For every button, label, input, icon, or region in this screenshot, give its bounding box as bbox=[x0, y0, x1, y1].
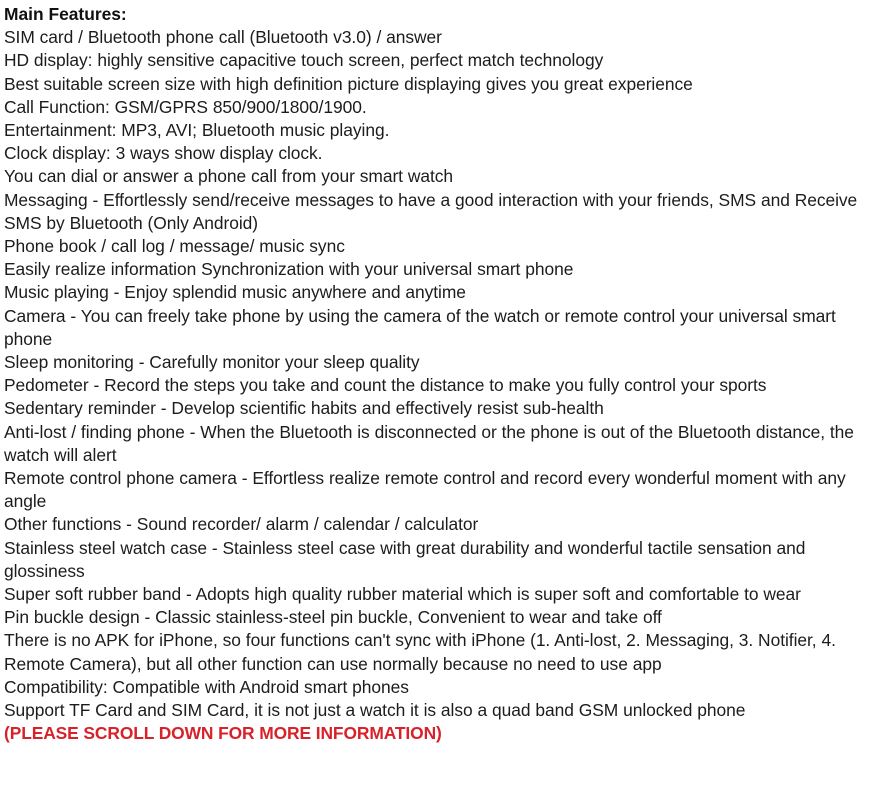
list-item: Pin buckle design - Classic stainless-steel pin buckle, Convenient to wear and take off bbox=[4, 607, 662, 628]
list-item: Music playing - Enjoy splendid music anywhere and anytime bbox=[4, 282, 466, 303]
list-item: Phone book / call log / message/ music sync bbox=[4, 236, 345, 257]
list-item: Camera - You can freely take phone by using the camera of the watch or remote control your universal smart phone bbox=[4, 305, 836, 349]
scroll-down-callout: (PLEASE SCROLL DOWN FOR MORE INFORMATION) bbox=[4, 723, 442, 744]
list-item: Easily realize information Synchronization with your universal smart phone bbox=[4, 259, 574, 280]
list-item: You can dial or answer a phone call from your smart watch bbox=[4, 166, 454, 187]
list-item: Anti-lost / finding phone - When the Bluetooth is disconnected or the phone is out of the Bluetooth distance, the watch will alert bbox=[4, 421, 854, 465]
list-item: Other functions - Sound recorder/ alarm / calendar / calculator bbox=[4, 514, 479, 535]
list-item: Best suitable screen size with high definition picture displaying gives you great experience bbox=[4, 73, 693, 94]
list-item: Stainless steel watch case - Stainless steel case with great durability and wonderful tactile sensation and glossiness bbox=[4, 537, 806, 581]
list-item: Super soft rubber band - Adopts high quality rubber material which is super soft and comfortable to wear bbox=[4, 584, 801, 605]
list-item: Sleep monitoring - Carefully monitor your sleep quality bbox=[4, 352, 420, 373]
list-item: Call Function: GSM/GPRS 850/900/1800/1900. bbox=[4, 96, 367, 117]
page-title: Main Features: bbox=[4, 4, 127, 24]
list-item: Remote control phone camera - Effortless realize remote control and record every wonderful moment with any angle bbox=[4, 468, 846, 512]
feature-list bbox=[4, 26, 883, 722]
list-item: SIM card / Bluetooth phone call (Bluetooth v3.0) / answer bbox=[4, 27, 442, 48]
list-item: Compatibility: Compatible with Android smart phones bbox=[4, 676, 409, 697]
list-item: Sedentary reminder - Develop scientific habits and effectively resist sub-health bbox=[4, 398, 604, 419]
list-item: Clock display: 3 ways show display clock. bbox=[4, 143, 323, 164]
list-item: Support TF Card and SIM Card, it is not just a watch it is also a quad band GSM unlocked phone bbox=[4, 700, 746, 721]
list-item: There is no APK for iPhone, so four functions can't sync with iPhone (1. Anti-lost, 2. Messaging, 3. Notifier, 4. Remote Camera), but all other function can use normally because no need to use app bbox=[4, 630, 836, 674]
list-item: Messaging - Effortlessly send/receive messages to have a good interaction with your friends, SMS and Receive SMS by Bluetooth (Only Android) bbox=[4, 189, 858, 233]
list-item: Entertainment: MP3, AVI; Bluetooth music playing. bbox=[4, 120, 390, 141]
list-item: HD display: highly sensitive capacitive touch screen, perfect match technology bbox=[4, 50, 604, 71]
list-item: Pedometer - Record the steps you take and count the distance to make you fully control your sports bbox=[4, 375, 767, 396]
